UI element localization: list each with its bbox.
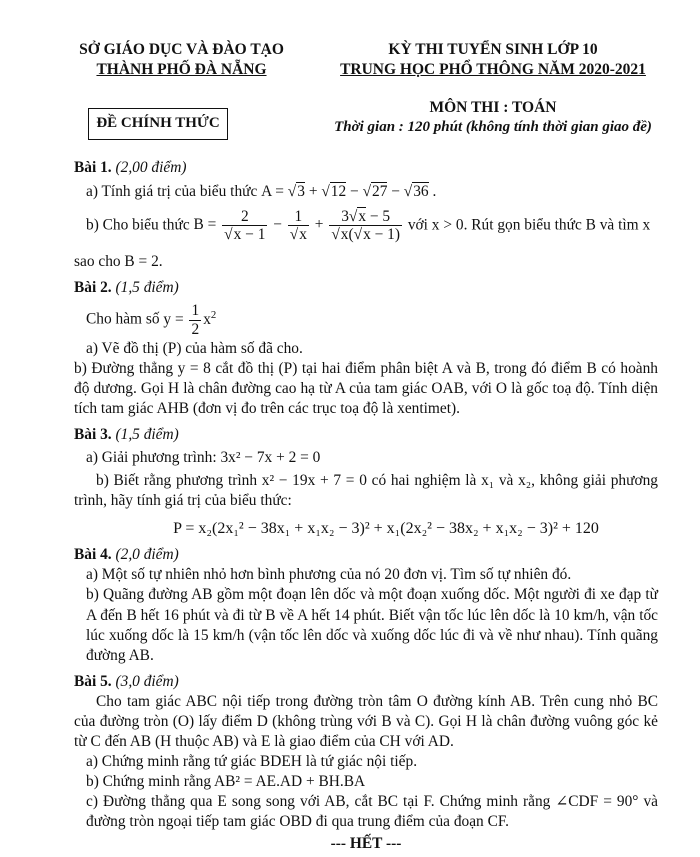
dept-line2: THÀNH PHỐ ĐÀ NẴNG (96, 60, 267, 78)
bai5-b: b) Chứng minh rằng AB² = AE.AD + BH.BA (86, 772, 366, 790)
bai2-fn: Cho hàm số y = $\frac{1}{2}$ $x^2$ (86, 302, 217, 338)
official-badge (88, 108, 228, 140)
subject-title: MÔN THI : TOÁN (429, 98, 557, 116)
header (74, 40, 658, 80)
bai4-a: a) Một số tự nhiên nhỏ hơn bình phương của nó 20 đơn vị. Tìm số tự nhiên đó. (86, 566, 572, 584)
exam-line2: TRUNG HỌC PHỔ THÔNG NĂM 2020-2021 (340, 60, 646, 78)
bai5-c: c) Đường thẳng qua E song song với AB, cắt BC tại F. Chứng minh rằng ∠CDF = 90° và đường tròn ngoại tiếp tam giác OBD đi qua trung điểm của đoạn CF. (86, 792, 658, 830)
bai2-heading: Bài 2. (1,5 điểm) (74, 279, 179, 297)
bai5-a: a) Chứng minh rằng tứ giác BDEH là tứ giác nội tiếp. (86, 752, 418, 770)
bai3-b: b) Biết rằng phương trình x² − 19x + 7 = 0 có hai nghiệm là x₁ và x₂, không giải phương trình, hãy tính giá trị của biểu thức: (74, 471, 658, 509)
department-block (74, 40, 289, 80)
bai1-heading: Bài 1. (2,00 điểm) (74, 158, 187, 176)
bai3-expression: P = x₂(2x₁² − 38x₁ + x₁x₂ − 3)² + x₁(2x₂² − 38x₂ + x₁x₂ − 3)² + 120 (173, 519, 599, 537)
bai4-heading: Bài 4. (2,0 điểm) (74, 546, 179, 564)
bai1-b-tail: sao cho B = 2. (74, 253, 163, 271)
time-info: Thời gian : 120 phút (không tính thời gian giao đề) (334, 118, 652, 135)
bai2-b: b) Đường thẳng y = 8 cắt đồ thị (P) tại hai điểm phân biệt A và B, trong đó điểm B có hoành độ dương. Gọi H là chân đường cao hạ từ A của tam giác OAB, với O là gốc toạ độ. Tính diện tích tam giác AHB (đơn vị đo trên các trục toạ độ là xentimet). (74, 359, 658, 417)
exam-block (328, 40, 658, 80)
end-marker: --- HẾT --- (330, 834, 402, 852)
bai4-b: b) Quãng đường AB gồm một đoạn lên dốc và một đoạn xuống dốc. Một người đi xe đạp từ A đến B hết 16 phút và đi từ B về A hết 14 phút. Biết vận tốc lúc lên dốc là 10 km/h, vận tốc lúc xuống dốc là 15 km/h (vận tốc lên dốc và xuống dốc lúc đi và về như nhau). Tính quãng đường AB. (86, 586, 658, 664)
bai3-a: a) Giải phương trình: 3x² − 7x + 2 = 0 (86, 448, 321, 466)
bai2-a: a) Vẽ đồ thị (P) của hàm số đã cho. (86, 339, 303, 357)
dept-line1: SỞ GIÁO DỤC VÀ ĐÀO TẠO (79, 41, 284, 58)
bai5-heading: Bài 5. (3,0 điểm) (74, 672, 179, 690)
bai1-a: a) Tính giá trị của biểu thức A = √3 + √12 − √27 − √36 . (86, 182, 437, 200)
official-label: ĐỀ CHÍNH THỨC (96, 114, 220, 131)
exam-content (74, 158, 658, 854)
bai5-intro: Cho tam giác ABC nội tiếp trong đường tròn tâm O đường kính AB. Trên cung nhỏ BC của đường tròn (O) lấy điểm D (không trùng với B và C). Gọi H là chân đường vuông góc kẻ từ C đến AB (H thuộc AB) và E là giao điểm của CH với AD. (74, 692, 658, 750)
exam-line1: KỲ THI TUYỂN SINH LỚP 10 (388, 41, 598, 58)
subject-block (328, 98, 658, 140)
bai1-b: b) Cho biểu thức B = $\frac{2}{√x - 1}$ − $\frac{1}{√x}$ + $\frac{3√x - 5}{√x(√x - 1)}$ với x > 0. Rút gọn biểu thức B và tìm x (86, 207, 651, 244)
bai3-heading: Bài 3. (1,5 điểm) (74, 425, 179, 443)
